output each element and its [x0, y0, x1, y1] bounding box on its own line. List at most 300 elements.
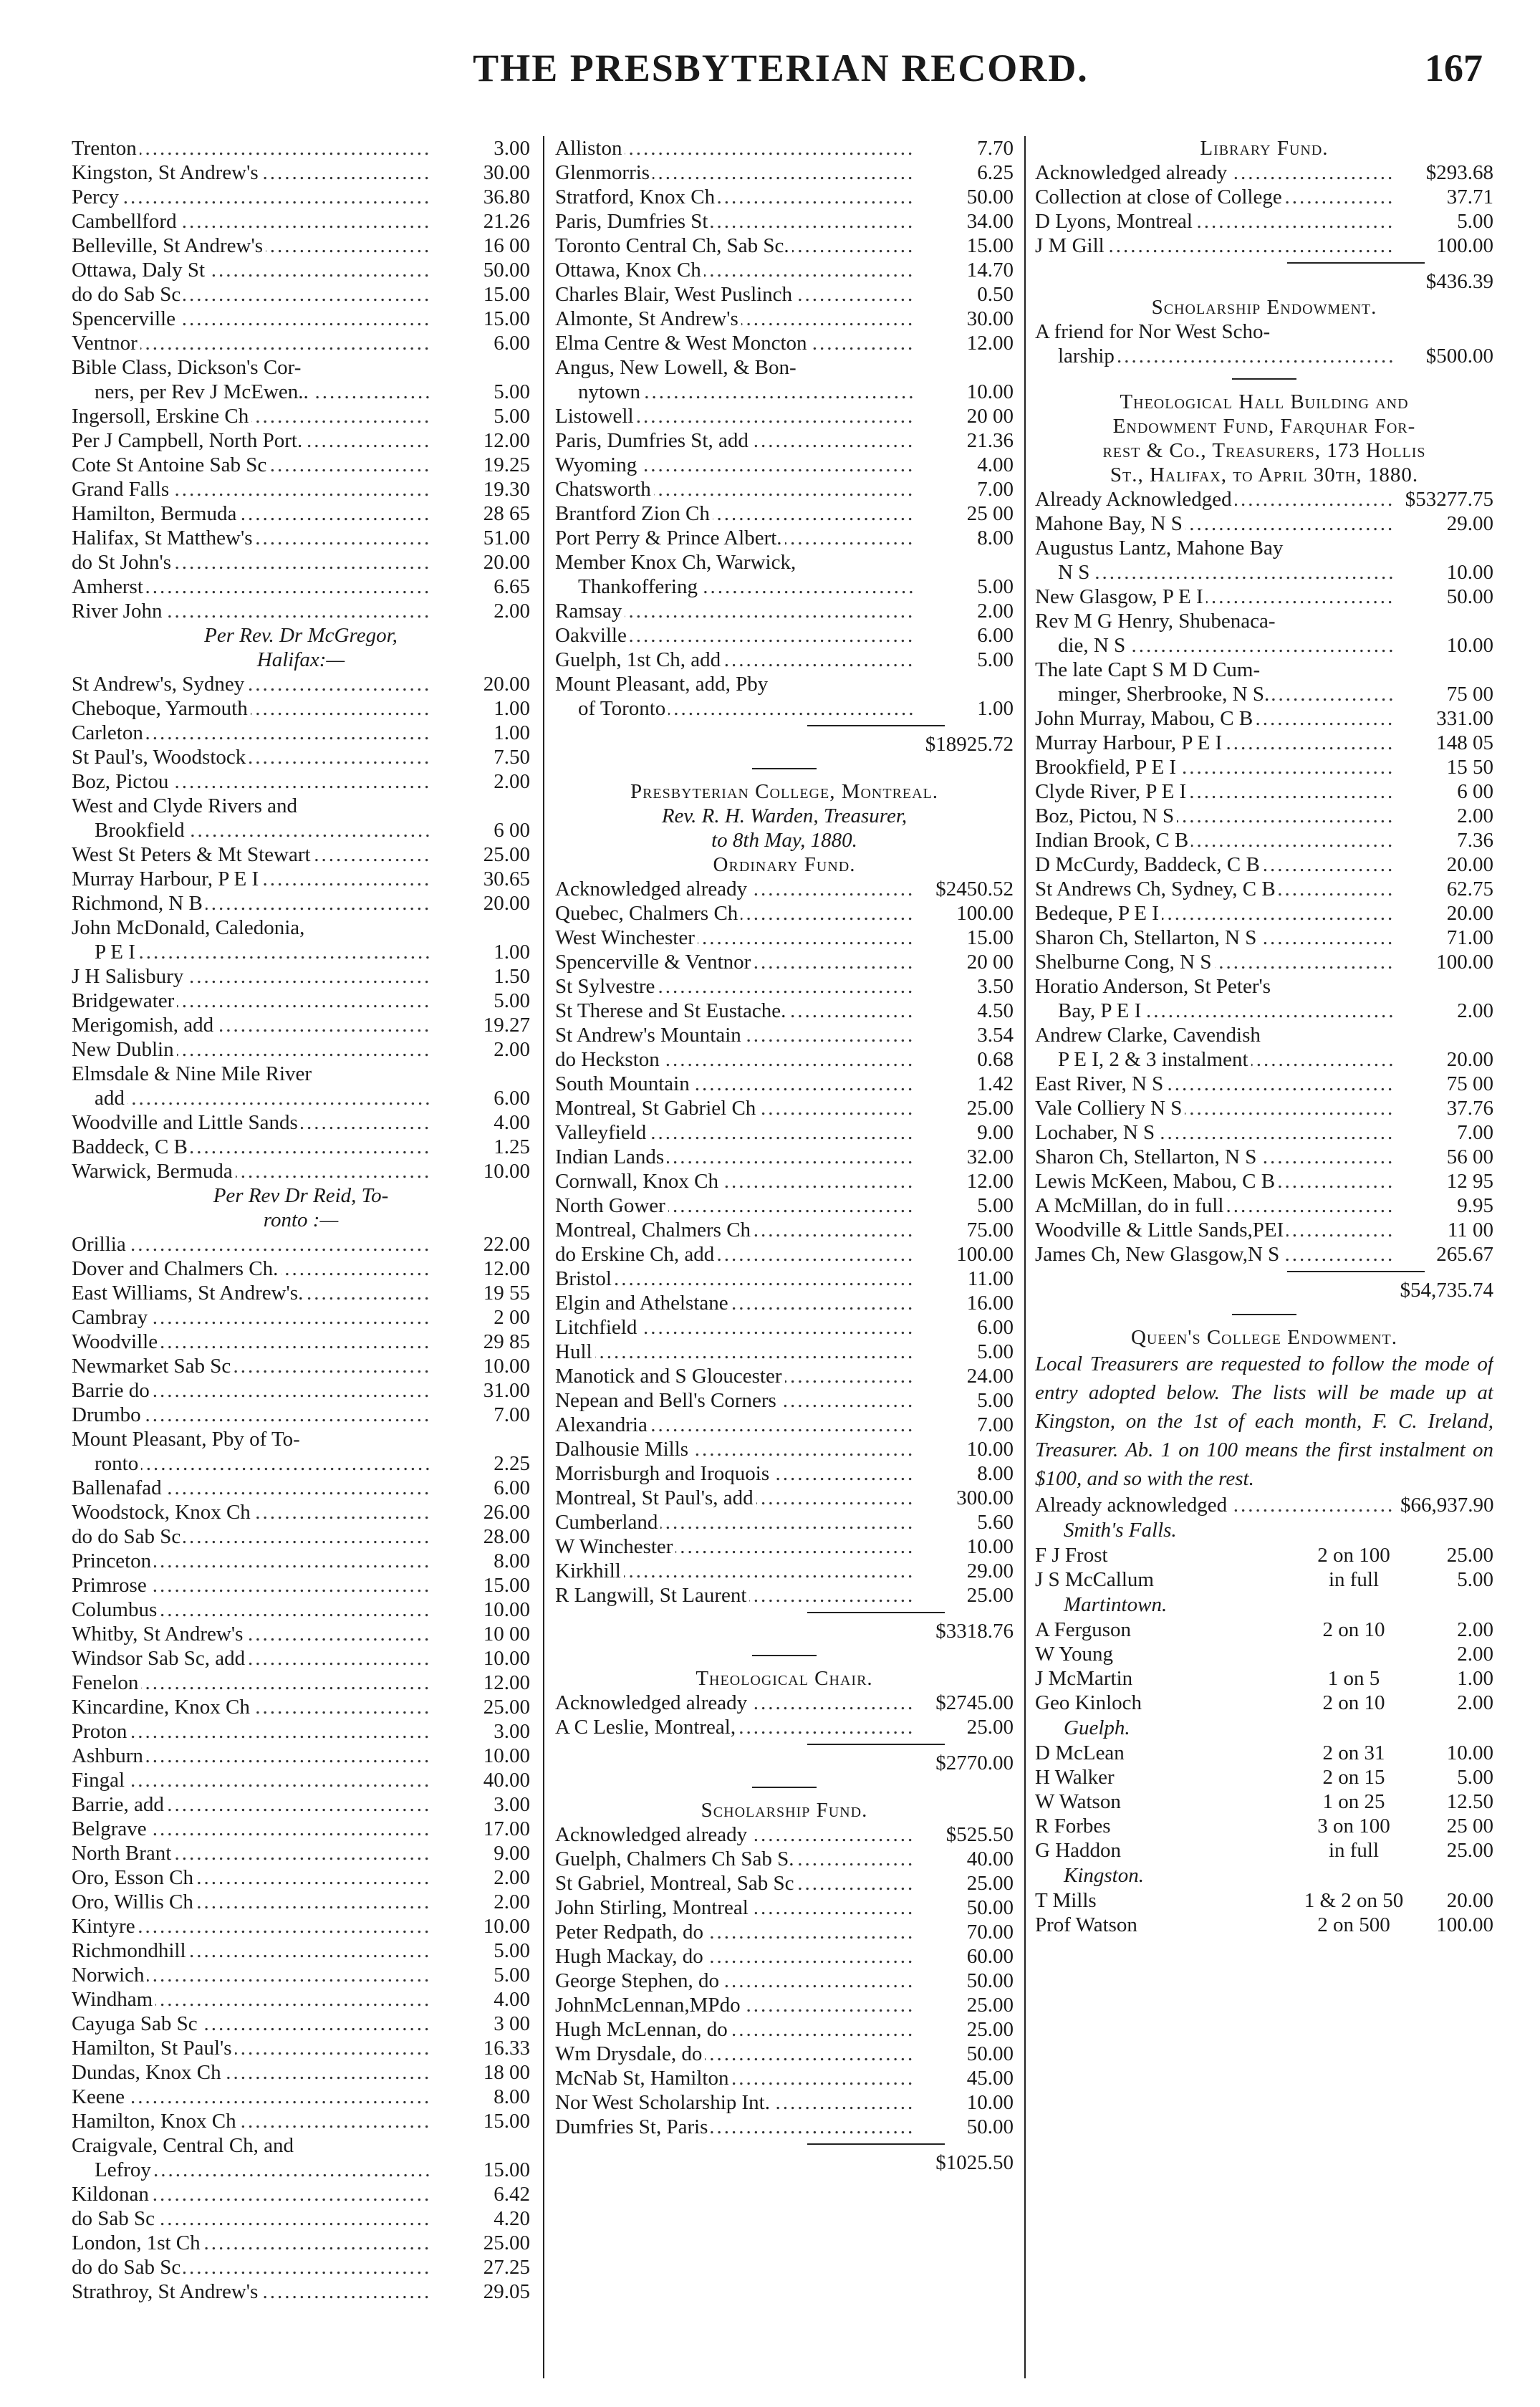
entry-amount: 5.00 — [1457, 1766, 1493, 1789]
list-item — [555, 1691, 1014, 1715]
list-item — [72, 355, 530, 380]
entry-amount: $2450.52 — [935, 878, 1014, 900]
entry-name: Ramsay — [555, 600, 625, 623]
list-item — [555, 696, 1014, 721]
entry-amount: 7.00 — [494, 1403, 530, 1426]
entry-amount: 8.00 — [494, 2085, 530, 2108]
instruction-paragraph: Local Treasurers are requested to follow the mode of entry adopted below. The lists will be made up at Kingston, on the 1st of each month, F. C. Ireland, Treasurer. Ab. 1 on 100 means the first instalment on $100, and so with the rest. — [1035, 1353, 1493, 1490]
sub-heading: Per Rev. Dr McGregor, — [204, 624, 398, 647]
entry-name: Glenmorris — [555, 161, 653, 184]
entry-name: Indian Lands — [555, 1145, 667, 1168]
entry-name: Columbus — [72, 1598, 160, 1621]
entry-amount: 3.00 — [494, 1720, 530, 1743]
entry-amount: 17.00 — [483, 1817, 530, 1840]
entry-amount: 29 85 — [483, 1330, 530, 1353]
list-item — [555, 623, 1014, 648]
list-item — [555, 1920, 1014, 1944]
entry-amount: 2.00 — [1457, 804, 1493, 827]
entry-amount: 12.00 — [966, 332, 1014, 355]
entry-amount: 5.00 — [1457, 1568, 1493, 1591]
entry-amount: 2.00 — [494, 770, 530, 793]
list-item — [72, 1330, 530, 1354]
entry-name: New Glasgow, P E I — [1035, 585, 1206, 608]
entry-name: Warwick, Bermuda — [72, 1160, 236, 1183]
list-item — [1035, 609, 1493, 633]
entry-name: Already acknowledged — [1035, 1494, 1230, 1517]
list-item — [555, 1096, 1014, 1120]
entry-name: Amherst — [72, 575, 146, 598]
entry-amount: 4.50 — [977, 999, 1014, 1022]
list-item — [555, 477, 1014, 501]
list-item — [72, 1305, 530, 1330]
list-item — [72, 2255, 530, 2279]
list-item — [72, 1792, 530, 1817]
list-item — [72, 404, 530, 428]
list-item — [1035, 999, 1493, 1023]
entry-name: Mount Pleasant, Pby of To- — [72, 1428, 303, 1451]
entry-name: St Paul's, Woodstock — [72, 746, 249, 769]
entry-name: Acknowledged already — [555, 878, 750, 900]
entry-amount: $66,937.90 — [1400, 1494, 1493, 1517]
list-item — [72, 2158, 530, 2182]
list-item — [555, 2090, 1014, 2115]
list-item — [72, 1086, 530, 1110]
entry-amount: 2.25 — [494, 1452, 530, 1475]
entry-amount: 15.00 — [483, 2110, 530, 2133]
entry-amount: 11 00 — [1447, 1219, 1493, 1241]
list-item — [1035, 1741, 1493, 1765]
entry-amount: 51.00 — [483, 527, 530, 549]
entry-name: Kirkhill — [555, 1560, 624, 1582]
entry-name: R Langwill, St Laurent — [555, 1584, 749, 1607]
list-item — [555, 258, 1014, 282]
entry-name: John Murray, Mabou, C B — [1035, 707, 1256, 730]
list-item — [555, 428, 1014, 453]
section-divider — [752, 768, 817, 769]
entry-name: Dumfries St, Paris — [555, 2115, 711, 2138]
list-item — [555, 355, 1014, 380]
entry-name: ners, per Rev J McEwen.. — [95, 380, 312, 403]
entry-name: East Williams, St Andrew's. — [72, 1282, 306, 1305]
entry-name: James Ch, New Glasgow,N S — [1035, 1243, 1282, 1266]
entry-name: Acknowledged already — [555, 1823, 750, 1846]
list-item — [555, 877, 1014, 901]
entry-amount: 20.00 — [483, 673, 530, 696]
entry-amount: $500.00 — [1425, 345, 1493, 367]
list-item — [72, 428, 530, 453]
entry-amount: 75 00 — [1446, 683, 1493, 706]
list-item — [1035, 560, 1493, 585]
list-item — [1035, 1765, 1493, 1789]
list-item — [1035, 344, 1493, 368]
list-item — [1035, 974, 1493, 999]
entry-name: minger, Sherbrooke, N S. — [1058, 683, 1272, 706]
entry-name: Hamilton, St Paul's — [72, 2037, 235, 2060]
total-rule — [1287, 262, 1425, 264]
list-item — [72, 2133, 530, 2158]
entry-amount: 265.67 — [1436, 1243, 1493, 1266]
column-divider — [543, 136, 544, 2378]
list-item — [1035, 1218, 1493, 1242]
list-item — [72, 575, 530, 599]
sub-heading: Halifax:— — [256, 648, 345, 671]
entry-name: Hamilton, Bermuda — [72, 502, 239, 525]
entry-name: Clyde River, P E I — [1035, 780, 1189, 803]
entry-name: do Sab Sc — [72, 2207, 158, 2230]
entry-amount: 18 00 — [483, 2061, 530, 2084]
list-item — [1035, 1493, 1493, 1517]
entry-name: Vale Colliery N S — [1035, 1097, 1185, 1120]
entry-amount: 6.00 — [494, 332, 530, 355]
entry-name: larship — [1058, 345, 1117, 367]
entry-amount: 1.42 — [977, 1072, 1014, 1095]
entry-name: Trenton — [72, 137, 140, 160]
entry-name: W Young — [1035, 1643, 1114, 1666]
list-item — [1035, 950, 1493, 974]
entry-amount: 10 00 — [483, 1623, 530, 1645]
entry-name: do St John's — [72, 551, 174, 574]
entry-amount: 10.00 — [966, 2091, 1014, 2114]
list-item — [555, 1486, 1014, 1510]
list-item — [1035, 585, 1493, 609]
list-item — [72, 745, 530, 769]
list-item — [555, 2042, 1014, 2066]
list-item — [555, 1944, 1014, 1969]
list-item — [555, 1583, 1014, 1608]
entry-name: Orillia — [72, 1233, 129, 1256]
entry-instalment: 2 on 10 — [1322, 1691, 1385, 1714]
entry-name: South Mountain — [555, 1072, 693, 1095]
entry-name: Richmond, N B — [72, 892, 206, 915]
entry-amount: 25.00 — [966, 1994, 1014, 2017]
list-item — [1035, 209, 1493, 234]
list-item — [555, 1218, 1014, 1242]
entry-name: Merigomish, add — [72, 1014, 216, 1037]
section-heading: Library Fund. — [1200, 137, 1329, 160]
entry-amount: $525.50 — [945, 1823, 1014, 1846]
entry-name: Cambellford — [72, 210, 180, 233]
list-item — [1035, 1145, 1493, 1169]
entry-amount: 71.00 — [1446, 926, 1493, 949]
entry-name: Mahone Bay, N S — [1035, 512, 1185, 535]
list-item — [555, 1047, 1014, 1072]
entry-name: Strathroy, St Andrew's — [72, 2280, 261, 2303]
entry-name: Proton — [72, 1720, 130, 1743]
entry-name: Ventnor — [72, 332, 140, 355]
entry-name: G Haddon — [1035, 1839, 1122, 1862]
entry-amount: 20.00 — [483, 551, 530, 574]
list-item — [72, 380, 530, 404]
section-heading: Presbyterian College, Montreal. — [630, 780, 939, 803]
entry-name: ronto — [95, 1452, 141, 1475]
list-item — [1035, 901, 1493, 926]
entry-name: Cheboque, Yarmouth — [72, 697, 251, 720]
entry-amount: 20.00 — [1446, 1889, 1493, 1912]
entry-amount: 4.00 — [494, 1988, 530, 2011]
entry-name: Prof Watson — [1035, 1913, 1137, 1936]
list-item — [555, 1969, 1014, 1993]
entry-amount: 4.20 — [494, 2207, 530, 2230]
entry-amount: 60.00 — [966, 1945, 1014, 1968]
list-item — [555, 1364, 1014, 1388]
entry-amount: 12.00 — [483, 429, 530, 452]
entry-amount: 29.00 — [966, 1560, 1014, 1582]
entry-amount: 12.00 — [483, 1257, 530, 1280]
entry-amount: 50.00 — [966, 1896, 1014, 1919]
list-item — [72, 599, 530, 623]
list-item — [555, 1267, 1014, 1291]
entry-name: New Dublin — [72, 1038, 177, 1061]
list-item — [72, 1013, 530, 1037]
entry-name: Collection at close of College — [1035, 186, 1285, 208]
list-item — [1035, 511, 1493, 536]
entry-amount: 19.25 — [483, 453, 530, 476]
entry-amount: 5.00 — [977, 648, 1014, 671]
list-item — [72, 818, 530, 842]
entry-amount: 15.00 — [483, 283, 530, 306]
entry-name: Bristol — [555, 1267, 615, 1290]
list-item — [555, 136, 1014, 160]
entry-amount: 22.00 — [483, 1233, 530, 1256]
entry-amount: 7.70 — [977, 137, 1014, 160]
entry-name: Already Acknowledged — [1035, 488, 1235, 511]
entry-instalment: 2 on 10 — [1322, 1618, 1385, 1641]
list-item — [1035, 1169, 1493, 1193]
list-item — [1035, 487, 1493, 511]
list-item — [1035, 1047, 1493, 1072]
list-item — [72, 526, 530, 550]
entry-amount: 6.00 — [977, 624, 1014, 647]
entry-name: Windsor Sab Sc, add — [72, 1647, 248, 1670]
entry-instalment: 2 on 100 — [1317, 1544, 1390, 1567]
list-item — [1035, 185, 1493, 209]
entry-amount: 20 00 — [966, 951, 1014, 974]
entry-amount: $293.68 — [1425, 161, 1493, 184]
entry-amount: 3.54 — [977, 1024, 1014, 1047]
list-item — [72, 1573, 530, 1598]
entry-name: Hugh Mackay, do — [555, 1945, 706, 1968]
list-item — [555, 1413, 1014, 1437]
entry-amount: 15.00 — [483, 307, 530, 330]
list-item — [555, 1291, 1014, 1315]
entry-name: St Gabriel, Montreal, Sab Sc — [555, 1872, 797, 1895]
entry-amount: 6.00 — [494, 1087, 530, 1110]
entry-name: Guelph, 1st Ch, add — [555, 648, 723, 671]
entry-name: do Erskine Ch, add — [555, 1243, 717, 1266]
list-item — [72, 1695, 530, 1719]
list-item — [72, 282, 530, 307]
entry-name: Murray Harbour, P E I — [1035, 731, 1225, 754]
list-item — [555, 526, 1014, 550]
entry-amount: 6.42 — [494, 2183, 530, 2206]
list-item — [555, 1510, 1014, 1534]
entry-amount: 100.00 — [1436, 234, 1493, 257]
entry-name: West St Peters & Mt Stewart — [72, 843, 314, 866]
list-item — [1035, 1096, 1493, 1120]
sub-heading: to 8th May, 1880. — [711, 829, 857, 852]
list-item — [1035, 320, 1493, 344]
list-item — [555, 1534, 1014, 1559]
page-number: 167 — [1425, 47, 1483, 90]
entry-amount: 4.00 — [977, 453, 1014, 476]
entry-name: Percy — [72, 186, 122, 208]
entry-amount: 15.00 — [483, 2158, 530, 2181]
section-divider — [752, 1655, 817, 1656]
entry-name: North Brant — [72, 1842, 174, 1865]
entry-amount: 300.00 — [956, 1486, 1014, 1509]
list-item — [72, 2231, 530, 2255]
list-item — [72, 1232, 530, 1257]
list-item — [72, 1403, 530, 1427]
entry-name: Norwich — [72, 1964, 147, 1986]
entry-amount: 15.00 — [966, 926, 1014, 949]
entry-name: St Andrew's, Sydney — [72, 673, 247, 696]
entry-name: Wyoming — [555, 453, 640, 476]
entry-name: Boz, Pictou — [72, 770, 171, 793]
entry-amount: 25.00 — [966, 1097, 1014, 1120]
list-item — [72, 940, 530, 964]
section-heading: Scholarship Endowment. — [1151, 296, 1377, 319]
entry-amount: 25.00 — [483, 843, 530, 866]
entry-name: Elgin and Athelstane — [555, 1292, 731, 1315]
list-item — [72, 2182, 530, 2206]
entry-name: Halifax, St Matthew's — [72, 527, 256, 549]
entry-amount: 5.00 — [977, 575, 1014, 598]
entry-amount: 8.00 — [977, 1462, 1014, 1485]
entry-amount: 9.00 — [977, 1121, 1014, 1144]
entry-name: H Walker — [1035, 1766, 1115, 1789]
entry-name: F J Frost — [1035, 1544, 1108, 1567]
list-item — [555, 307, 1014, 331]
list-item — [555, 599, 1014, 623]
list-item — [72, 477, 530, 501]
list-item — [72, 2206, 530, 2231]
sub-heading: ronto :— — [263, 1209, 339, 1231]
entry-amount: $2745.00 — [935, 1691, 1014, 1714]
entry-amount: 19 55 — [483, 1282, 530, 1305]
entry-name: Acknowledged already — [1035, 161, 1230, 184]
entry-name: W Winchester — [555, 1535, 675, 1558]
entry-amount: 24.00 — [966, 1365, 1014, 1388]
entry-instalment: 2 on 500 — [1317, 1913, 1390, 1936]
section-heading: rest & Co., Treasurers, 173 Hollis — [1102, 439, 1426, 462]
entry-amount: 20.00 — [483, 892, 530, 915]
entry-amount: 3.00 — [494, 137, 530, 160]
entry-instalment: in full — [1328, 1568, 1380, 1591]
entry-amount: 2.00 — [1457, 1643, 1493, 1666]
entry-name: Sharon Ch, Stellarton, N S — [1035, 926, 1259, 949]
entry-name: Per J Campbell, North Port. — [72, 429, 305, 452]
list-item — [72, 1671, 530, 1695]
list-item — [1035, 1666, 1493, 1691]
entry-name: do Heckston — [555, 1048, 663, 1071]
entry-name: Lefroy — [95, 2158, 154, 2181]
list-item — [1035, 852, 1493, 877]
list-item — [1035, 877, 1493, 901]
entry-name: Cayuga Sab Sc — [72, 2012, 201, 2035]
entry-amount: 12.50 — [1446, 1790, 1493, 1813]
entry-amount: 8.00 — [977, 527, 1014, 549]
entry-amount: 62.75 — [1446, 878, 1493, 900]
entry-name: Montreal, St Gabriel Ch — [555, 1097, 759, 1120]
entry-amount: 100.00 — [1436, 951, 1493, 974]
entry-amount: 50.00 — [966, 186, 1014, 208]
entry-name: Almonte, St Andrew's — [555, 307, 741, 330]
list-item — [72, 1598, 530, 1622]
list-item — [72, 1257, 530, 1281]
entry-name: Richmondhill — [72, 1939, 189, 1962]
entry-name: P E I, 2 & 3 instalment — [1058, 1048, 1251, 1071]
entry-name: Hull — [555, 1340, 595, 1363]
entry-amount: 20.00 — [1446, 902, 1493, 925]
entry-name: Acknowledged already — [555, 1691, 750, 1714]
entry-name: Drumbo — [72, 1403, 144, 1426]
entry-name: Montreal, St Paul's, add — [555, 1486, 756, 1509]
entry-amount: 50.00 — [966, 1969, 1014, 1992]
entry-amount: 7.00 — [977, 478, 1014, 501]
list-item — [1035, 1691, 1493, 1715]
list-item — [555, 1388, 1014, 1413]
entry-amount: 10.00 — [483, 1647, 530, 1670]
entry-amount: 29.05 — [483, 2280, 530, 2303]
entry-name: Lochaber, N S — [1035, 1121, 1158, 1144]
entry-instalment: 1 & 2 on 50 — [1304, 1889, 1404, 1912]
entry-name: Wm Drysdale, do — [555, 2042, 705, 2065]
entry-name: Bay, P E I — [1058, 999, 1144, 1022]
entry-name: Bedeque, P E I — [1035, 902, 1162, 925]
entry-name: Nor West Scholarship Int. — [555, 2091, 773, 2114]
entry-amount: 2.00 — [494, 1866, 530, 1889]
entry-name: D McCurdy, Baddeck, C B — [1035, 853, 1263, 876]
list-item — [72, 794, 530, 818]
entry-amount: 2.00 — [494, 1890, 530, 1913]
list-item — [1035, 1789, 1493, 1814]
entry-amount: 25.00 — [483, 1696, 530, 1719]
list-item — [72, 769, 530, 794]
list-item — [72, 1890, 530, 1914]
entry-name: John Stirling, Montreal — [555, 1896, 751, 1919]
list-item — [1035, 1242, 1493, 1267]
entry-amount: 15.00 — [483, 1574, 530, 1597]
entry-name: Mount Pleasant, add, Pby — [555, 673, 771, 696]
entry-amount: 6 00 — [1457, 780, 1493, 803]
entry-name: Murray Harbour, P E I — [72, 868, 261, 890]
entry-name: Dover and Chalmers Ch. — [72, 1257, 281, 1280]
entry-amount: 4.00 — [494, 1111, 530, 1134]
entry-name: nytown — [578, 380, 643, 403]
entry-name: Listowell — [555, 405, 637, 428]
column-1 — [72, 136, 530, 2378]
entry-amount: 25.00 — [1446, 1544, 1493, 1567]
entry-name: London, 1st Ch — [72, 2231, 203, 2254]
entry-amount: 5.60 — [977, 1511, 1014, 1534]
entry-amount: 1.00 — [977, 697, 1014, 720]
entry-amount: 14.70 — [966, 259, 1014, 282]
entry-name: Boz, Pictou, N S — [1035, 804, 1177, 827]
entry-name: Thankoffering — [578, 575, 701, 598]
list-item — [555, 1871, 1014, 1896]
entry-amount: 25.00 — [966, 2018, 1014, 2041]
entry-name: Carleton — [72, 721, 146, 744]
entry-name: Geo Kinloch — [1035, 1691, 1142, 1714]
section-total: $18925.72 — [925, 733, 1014, 756]
entry-amount: 40.00 — [966, 1848, 1014, 1870]
entry-instalment: 3 on 100 — [1317, 1815, 1390, 1837]
entry-amount: 16.00 — [966, 1292, 1014, 1315]
entry-amount: 19.30 — [483, 478, 530, 501]
entry-name: Lewis McKeen, Mabou, C B — [1035, 1170, 1278, 1193]
entry-name: St Sylvestre — [555, 975, 658, 998]
